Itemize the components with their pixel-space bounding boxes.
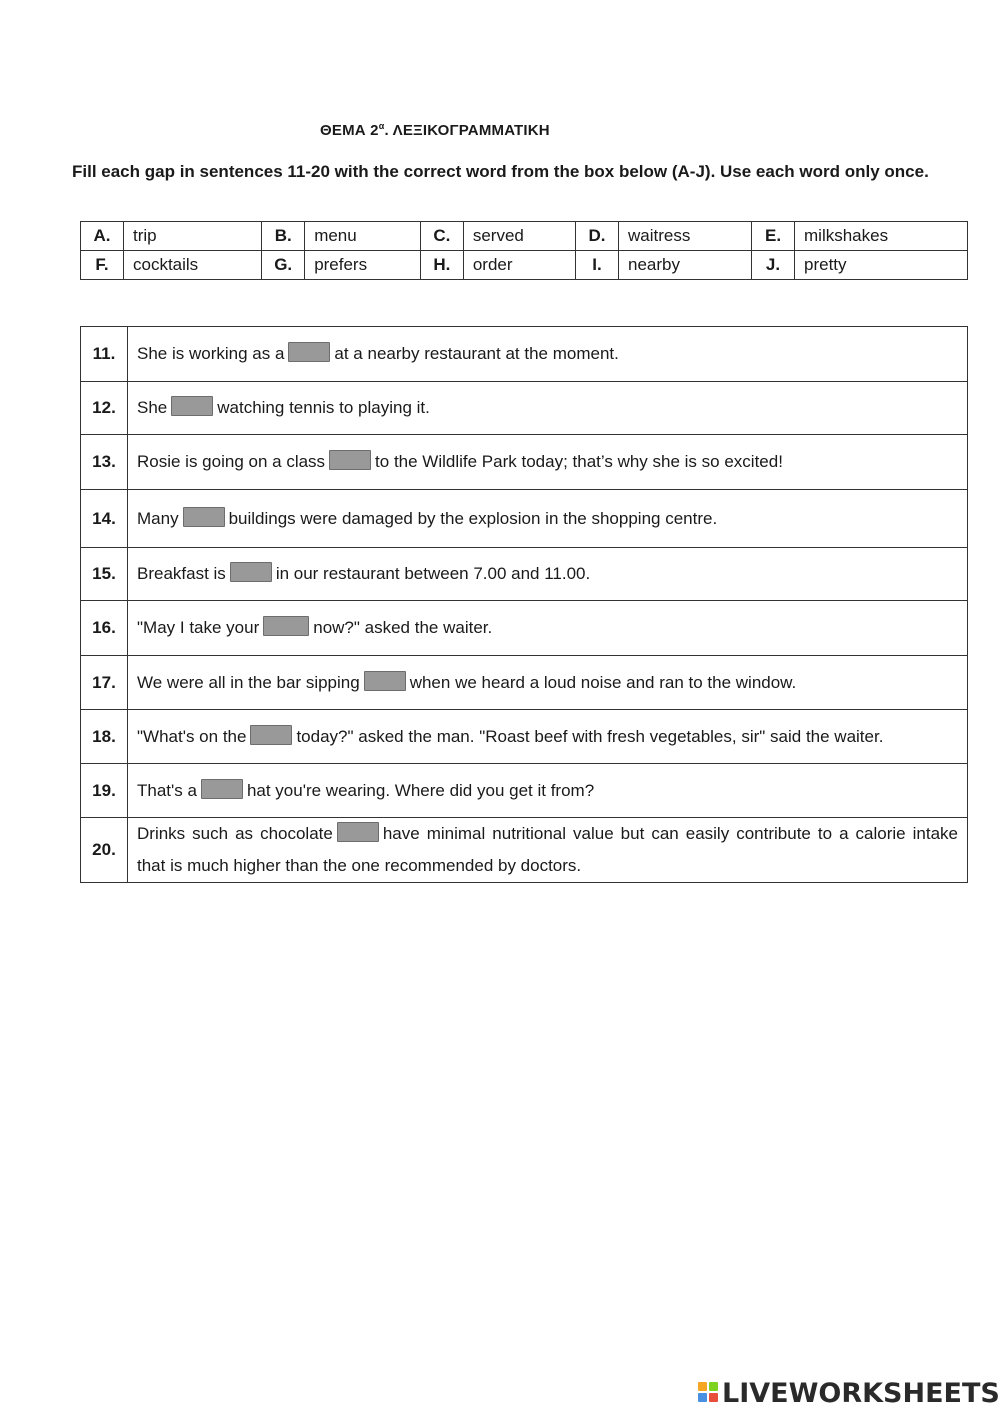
word-option: prefers	[305, 251, 421, 280]
word-option: trip	[124, 222, 262, 251]
answer-gap[interactable]	[171, 396, 213, 416]
question-row	[81, 548, 968, 601]
question-text-before: That's a	[137, 780, 197, 800]
question-text-before: Many	[137, 508, 179, 528]
question-text	[128, 818, 968, 883]
liveworksheets-logo	[698, 1378, 1000, 1408]
answer-gap[interactable]	[364, 671, 406, 691]
answer-gap[interactable]	[337, 822, 379, 842]
heading-main: ΘΕΜΑ 2	[320, 122, 379, 139]
question-number: 17.	[81, 656, 128, 710]
question-number: 20.	[81, 818, 128, 883]
question-text-after: today?" asked the man. "Roast beef with fresh vegetables, sir" said the waiter.	[296, 726, 884, 746]
question-text-before: She is working as a	[137, 344, 285, 363]
word-letter: B.	[262, 222, 305, 251]
question-text	[128, 435, 968, 490]
word-letter: I.	[576, 251, 619, 280]
question-number: 14.	[81, 490, 128, 548]
question-text-after: buildings were damaged by the explosion in the shopping centre.	[228, 508, 718, 528]
word-letter: E.	[752, 222, 795, 251]
word-option: waitress	[619, 222, 752, 251]
question-number: 18.	[81, 710, 128, 764]
instructions: Fill each gap in sentences 11-20 with the correct word from the box below (A-J). Use each word only once.	[72, 162, 929, 181]
heading-superscript: α	[378, 121, 385, 131]
word-option: pretty	[795, 251, 968, 280]
word-letter: J.	[752, 251, 795, 280]
logo-text: LIVEWORKSHEETS	[722, 1377, 1000, 1409]
question-text-after: when we heard a loud noise and ran to the window.	[409, 672, 797, 692]
answer-gap[interactable]	[329, 450, 371, 470]
word-option: cocktails	[124, 251, 262, 280]
question-row	[81, 490, 968, 548]
question-row	[81, 382, 968, 435]
word-letter: G.	[262, 251, 305, 280]
word-option: order	[463, 251, 575, 280]
question-number: 15.	[81, 548, 128, 601]
question-text	[128, 764, 968, 818]
question-text-before: Breakfast is	[137, 564, 226, 583]
question-number: 11.	[81, 327, 128, 382]
question-number: 19.	[81, 764, 128, 818]
page-heading	[320, 121, 550, 139]
answer-gap[interactable]	[201, 779, 243, 799]
question-number: 13.	[81, 435, 128, 490]
word-box-row	[81, 251, 968, 280]
liveworksheets-logo-icon	[698, 1380, 720, 1406]
word-letter: C.	[420, 222, 463, 251]
question-row	[81, 327, 968, 382]
answer-gap[interactable]	[288, 342, 330, 362]
question-text-after: have minimal nutritional value but can easily contribute to a calorie intake that is much higher than the one recommended by doctors.	[137, 824, 958, 875]
answer-gap[interactable]	[230, 562, 272, 582]
question-text-after: in our restaurant between 7.00 and 11.00.	[275, 564, 591, 583]
question-text	[128, 490, 968, 548]
question-text-after: hat you're wearing. Where did you get it from?	[246, 780, 595, 800]
question-row	[81, 818, 968, 883]
heading-rest: . ΛΕΞΙΚΟΓΡΑΜΜΑΤΙΚΗ	[384, 122, 550, 139]
question-text	[128, 327, 968, 382]
question-text-before: "What's on the	[137, 726, 247, 746]
question-text-after: to the Wildlife Park today; that’s why she is so excited!	[375, 452, 783, 471]
answer-gap[interactable]	[263, 616, 309, 636]
question-text-after: now?" asked the waiter.	[313, 618, 493, 637]
question-text	[128, 548, 968, 601]
answer-gap[interactable]	[183, 507, 225, 527]
question-row	[81, 656, 968, 710]
answer-gap[interactable]	[250, 725, 292, 745]
question-text-after: watching tennis to playing it.	[217, 398, 430, 417]
word-option: nearby	[619, 251, 752, 280]
question-text-before: We were all in the bar sipping	[137, 672, 360, 692]
word-option: milkshakes	[795, 222, 968, 251]
question-row	[81, 764, 968, 818]
question-text	[128, 710, 968, 764]
question-row	[81, 435, 968, 490]
question-text-before: "May I take your	[137, 618, 260, 637]
question-text-before: She	[137, 398, 168, 417]
question-text-before: Rosie is going on a class	[137, 452, 326, 471]
question-text	[128, 656, 968, 710]
questions-table	[80, 326, 968, 883]
question-text-after: at a nearby restaurant at the moment.	[334, 344, 619, 363]
question-row	[81, 601, 968, 656]
question-number: 16.	[81, 601, 128, 656]
question-text	[128, 601, 968, 656]
word-letter: D.	[576, 222, 619, 251]
question-row	[81, 710, 968, 764]
question-text	[128, 382, 968, 435]
word-letter: A.	[81, 222, 124, 251]
question-text-before: Drinks such as chocolate	[137, 824, 333, 843]
word-option: menu	[305, 222, 421, 251]
word-option: served	[463, 222, 575, 251]
word-letter: F.	[81, 251, 124, 280]
word-letter: H.	[420, 251, 463, 280]
word-box-row	[81, 222, 968, 251]
question-number: 12.	[81, 382, 128, 435]
word-box	[80, 221, 968, 280]
